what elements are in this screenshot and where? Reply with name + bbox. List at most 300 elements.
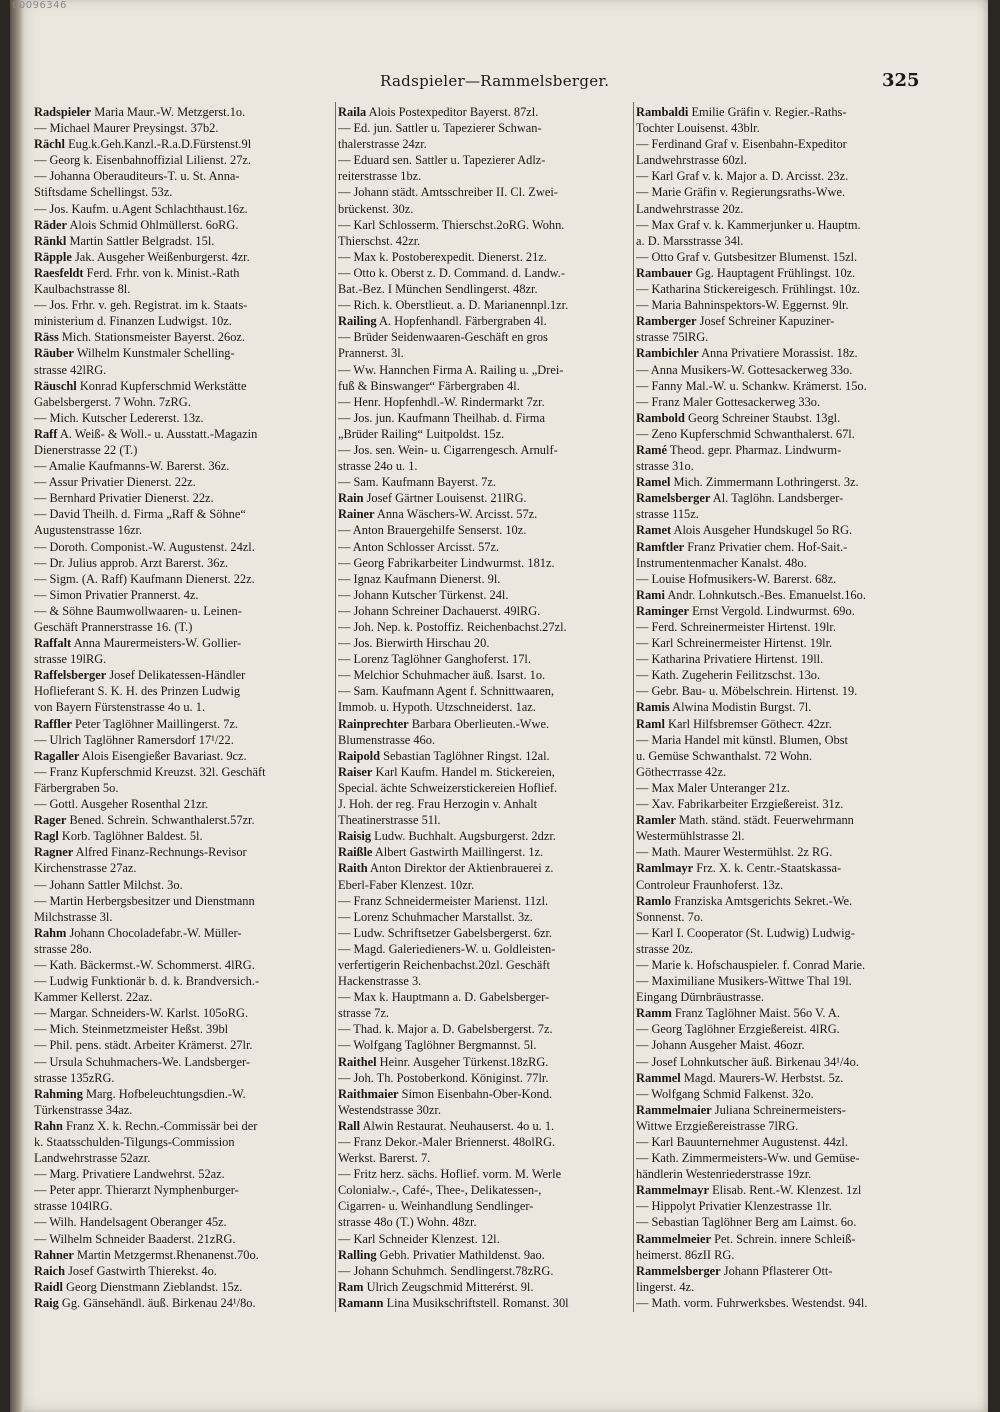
entry-text: — Anton Schlosser Arcisst. 57z. (338, 539, 500, 554)
entry-text: Josef Gärtner Louisenst. 21lRG. (366, 491, 527, 506)
directory-entry-line (636, 233, 936, 249)
directory-entry-line (338, 1118, 634, 1134)
entry-text: — Katharina Privatiere Hirtenst. 19ll. (636, 652, 824, 667)
entry-text: a. D. Marsstrasse 34l. (636, 233, 744, 248)
directory-entry-line (636, 1214, 936, 1230)
entry-text: — Johann Schreiner Dachauerst. 49lRG. (338, 603, 541, 618)
entry-text: — David Theilh. d. Firma „Raff & Söhne“ (34, 507, 246, 522)
entry-text: Wilhelm Kunstmaler Schelling- (76, 346, 235, 361)
directory-entry-line (338, 201, 634, 217)
directory-entry-line (34, 780, 334, 796)
directory-entry-line (34, 812, 334, 828)
directory-entry-line (338, 458, 634, 474)
directory-entry-line (338, 1150, 634, 1166)
directory-entry-line (636, 860, 936, 876)
entry-surname: Ramel (636, 475, 671, 490)
entry-text: — Sigm. (A. Raff) Kaufmann Dienerst. 22z. (34, 571, 255, 586)
directory-entry-line (636, 1134, 936, 1150)
directory-entry-line (34, 1295, 334, 1311)
directory-entry-line (34, 973, 334, 989)
entry-text: — Fritz herz. sächs. Hoflief. vorm. M. Werle (338, 1167, 562, 1182)
entry-text: Karl Kaufm. Handel m. Stickereien, (375, 764, 555, 779)
entry-surname: Ränkl (34, 233, 67, 248)
entry-surname: Raffalt (34, 636, 72, 651)
page-number: 325 (882, 70, 920, 91)
directory-entry-line (636, 619, 936, 635)
directory-entry-line (34, 1070, 334, 1086)
directory-entry-line (34, 313, 334, 329)
entry-text: Hackenstrasse 3. (338, 974, 422, 989)
entry-surname: Rammelmaier (636, 1102, 712, 1117)
entry-surname: Rahming (34, 1086, 83, 1101)
directory-entry-line (34, 635, 334, 651)
directory-entry-line (338, 506, 634, 522)
entry-text: — Wolfgang Schmid Falkenst. 32o. (636, 1086, 814, 1101)
directory-entry-line (34, 474, 334, 490)
entry-surname: Rall (338, 1118, 361, 1133)
column-2 (338, 104, 634, 1311)
directory-entry-line (338, 217, 634, 233)
entry-text: — Anna Musikers-W. Gottesackerweg 33o. (636, 362, 853, 377)
entry-text: — Wolfgang Taglöhner Bergmannst. 5l. (338, 1038, 537, 1053)
directory-entry-line (338, 635, 634, 651)
entry-text: Pet. Schrein. innere Schleiß- (714, 1231, 856, 1246)
entry-text: Johann Chocoladefabr.-W. Müller- (69, 925, 242, 940)
entry-text: Immob. u. Hypoth. Utzschneiderst. 1az. (338, 700, 536, 715)
entry-text: Anna Maurermeisters-W. Gollier- (73, 636, 242, 651)
entry-text: — Wilh. Handelsagent Oberanger 45z. (34, 1215, 227, 1230)
entry-surname: Rammelmayr (636, 1183, 709, 1198)
entry-text: — Magd. Galeriedieners-W. u. Goldleisten- (338, 941, 556, 956)
entry-text: Alwina Modistin Burgst. 7l. (672, 700, 812, 715)
entry-surname: Rahn (34, 1118, 63, 1133)
directory-entry-line (636, 168, 936, 184)
entry-text: Johann Pflasterer Ott- (723, 1263, 833, 1278)
directory-entry-line (338, 651, 634, 667)
directory-entry-line (34, 748, 334, 764)
entry-surname: Ramlo (636, 893, 672, 908)
entry-text: Controleur Fraunhoferst. 13z. (636, 877, 784, 892)
directory-entry-line (34, 1037, 334, 1053)
directory-entry-line (636, 699, 936, 715)
directory-entry-line (34, 651, 334, 667)
directory-entry-line (338, 732, 634, 748)
entry-text: Gg. Gänsehändl. äuß. Birkenau 24¹/8o. (61, 1295, 256, 1310)
directory-entry-line (34, 458, 334, 474)
entry-text: lingerst. 4z. (636, 1279, 695, 1294)
directory-entry-line (636, 442, 936, 458)
directory-entry-line (636, 925, 936, 941)
entry-surname: Raffler (34, 716, 72, 731)
directory-entry-line (338, 442, 634, 458)
entry-surname: Rain (338, 491, 364, 506)
entry-text: — Brüder Seidenwaaren-Geschäft en gros (338, 330, 548, 345)
entry-text: Landwehrstrasse 20z. (636, 201, 744, 216)
entry-text: Alfred Finanz-Rechnungs-Revisor (75, 845, 247, 860)
directory-entry-line (34, 1102, 334, 1118)
entry-text: Landwehrstrasse 60zl. (636, 153, 747, 168)
entry-text: strasse 75lRG. (636, 330, 709, 345)
directory-entry-line (34, 1150, 334, 1166)
entry-text: — Phil. pens. städt. Arbeiter Krämerst. 27lr. (34, 1038, 253, 1053)
directory-entry-line (34, 152, 334, 168)
entry-text: — Maximiliane Musikers-Wittwe Thal 19l. (636, 974, 852, 989)
entry-text: Ulrich Zeugschmid Mitterérst. 9l. (366, 1279, 534, 1294)
directory-entry-line (34, 1005, 334, 1021)
directory-entry-line (34, 362, 334, 378)
directory-entry-line (636, 281, 936, 297)
entry-text: Anton Direktor der Aktienbrauerei z. (370, 861, 554, 876)
directory-entry-line (636, 506, 936, 522)
entry-text: Mich. Zimmermann Lothringerst. 3z. (673, 475, 859, 490)
directory-entry-line (636, 1021, 936, 1037)
directory-entry-line (338, 603, 634, 619)
directory-entry-line (34, 989, 334, 1005)
entry-text: Emilie Gräfin v. Regier.-Raths- (691, 105, 847, 119)
directory-entry-line (34, 1134, 334, 1150)
entry-text: Franz Privatier chem. Hof-Sait.- (687, 539, 848, 554)
entry-text: Martin Sattler Belgradst. 15l. (69, 233, 215, 248)
entry-text: — Ursula Schuhmachers-We. Landsberger- (34, 1054, 250, 1069)
entry-text: — Karl Bauunternehmer Augustenst. 44zl. (636, 1135, 848, 1149)
entry-text: — Otto Graf v. Gutsbesitzer Blumenst. 15zl. (636, 249, 858, 264)
entry-text: — Otto k. Oberst z. D. Command. d. Landw.- (338, 265, 566, 280)
entry-surname: Radspieler (34, 105, 92, 119)
entry-surname: Raminger (636, 603, 689, 618)
entry-text: — Louise Hofmusikers-W. Barerst. 68z. (636, 571, 837, 586)
entry-surname: Raff (34, 426, 58, 441)
entry-text: — Johann Kutscher Türkenst. 24l. (338, 587, 509, 602)
directory-entry-line (636, 1231, 936, 1247)
directory-entry-line (338, 136, 634, 152)
entry-text: — Johanna Oberauditeurs-T. u. St. Anna- (34, 169, 240, 184)
entry-text: — Johann Sattler Milchst. 3o. (34, 877, 183, 892)
directory-entry-line (34, 571, 334, 587)
directory-entry-line (34, 233, 334, 249)
entry-text: — Franz Dekor.-Maler Briennerst. 48olRG. (338, 1135, 556, 1149)
directory-entry-line (636, 539, 936, 555)
entry-text: Mich. Stationsmeister Bayerst. 26oz. (61, 330, 245, 345)
entry-surname: Ramm (636, 1006, 672, 1021)
directory-entry-line (338, 844, 634, 860)
entry-text: — Kath. Zimmermeisters-Ww. und Gemüse- (636, 1151, 860, 1166)
directory-entry-line (636, 217, 936, 233)
entry-text: Al. Taglöhn. Landsberger- (712, 491, 844, 506)
directory-entry-line (338, 104, 634, 120)
entry-surname: Rammel (636, 1070, 681, 1085)
entry-text: — Thad. k. Major a. D. Gabelsbergerst. 7z. (338, 1022, 553, 1037)
directory-entry-line (338, 1134, 634, 1150)
entry-text: — Math. vorm. Fuhrwerksbes. Westendst. 94l. (636, 1295, 868, 1310)
entry-text: — Rich. k. Oberstlieut. a. D. Marianennpl.1zr. (338, 298, 569, 313)
directory-entry-line (34, 1182, 334, 1198)
entry-surname: Rammelsberger (636, 1263, 721, 1278)
entry-surname: Raiser (338, 764, 373, 779)
entry-text: — Karl Schneider Klenzest. 12l. (338, 1231, 500, 1246)
directory-entry-line (34, 1214, 334, 1230)
directory-entry-line (636, 522, 936, 538)
entry-text: — Sam. Kaufmann Agent f. Schnittwaaren, (338, 684, 555, 699)
entry-text: Frz. X. k. Centr.-Staatskassa- (696, 861, 842, 876)
entry-text: — Franz Schneidermeister Marienst. 11zl. (338, 893, 549, 908)
column-3 (636, 104, 936, 1311)
entry-surname: Ramis (636, 700, 670, 715)
entry-text: — Margar. Schneiders-W. Karlst. 105oRG. (34, 1006, 249, 1021)
directory-entry-line (636, 201, 936, 217)
entry-text: Alois Eisengießer Bavariast. 9cz. (81, 748, 247, 763)
entry-text: heimerst. 86zII RG. (636, 1247, 735, 1262)
directory-entry-line (34, 120, 334, 136)
directory-entry-line (338, 1005, 634, 1021)
directory-entry-line (338, 764, 634, 780)
entry-text: ministerium d. Finanzen Ludwigst. 10z. (34, 314, 232, 329)
entry-text: Georg Schreiner Staubst. 13gl. (688, 410, 841, 425)
entry-text: Georg Dienstmann Zieblandst. 15z. (66, 1279, 243, 1294)
directory-entry-line (34, 603, 334, 619)
entry-text: — Marie k. Hofschauspieler. f. Conrad Marie. (636, 957, 866, 972)
entry-text: — Henr. Hopfenhdl.-W. Rindermarkt 7zr. (338, 394, 545, 409)
directory-entry-line (338, 378, 634, 394)
directory-entry-line (338, 1166, 634, 1182)
entry-text: — Peter appr. Thierarzt Nymphenburger- (34, 1183, 239, 1198)
entry-surname: Ragaller (34, 748, 80, 763)
entry-text: Special. ächte Schweizerstickereien Hoflief. (338, 780, 558, 795)
directory-entry-line (338, 925, 634, 941)
entry-text: — Ulrich Taglöhner Ramersdorf 17¹/22. (34, 732, 234, 747)
directory-entry-line (636, 683, 936, 699)
entry-surname: Rambauer (636, 265, 693, 280)
entry-text: — Georg Fabrikarbeiter Lindwurmst. 181z. (338, 555, 555, 570)
entry-surname: Rager (34, 813, 67, 828)
entry-text: — Max Graf v. k. Kammerjunker u. Hauptm. (636, 217, 861, 232)
directory-entry-line (636, 764, 936, 780)
directory-entry-line (34, 217, 334, 233)
entry-text: — Joh. Th. Postoberkond. Königinst. 77lr. (338, 1070, 549, 1085)
directory-entry-line (338, 780, 634, 796)
directory-entry-line (34, 1054, 334, 1070)
entry-text: Franziska Amtsgerichts Sekret.-We. (674, 893, 853, 908)
directory-entry-line (34, 201, 334, 217)
column-rule-1 (335, 102, 336, 1312)
directory-entry-line (636, 362, 936, 378)
entry-text: — Joh. Nep. k. Postoffiz. Reichenbachst.27zl. (338, 620, 567, 634)
directory-entry-line (338, 313, 634, 329)
directory-entry-line (636, 651, 936, 667)
entry-text: Bat.-Bez. I München Sendlingerst. 48zr. (338, 282, 538, 297)
entry-text: Juliana Schreinermeisters- (714, 1102, 846, 1117)
entry-text: Martin Metzgermst.Rhenanenst.70o. (77, 1247, 259, 1262)
entry-text: Hoflieferant S. K. H. des Prinzen Ludwig (34, 684, 241, 699)
entry-text: Sebastian Taglöhner Ringst. 12al. (383, 748, 550, 763)
entry-surname: Raithmaier (338, 1086, 399, 1101)
entry-text: Türkenstrasse 34az. (34, 1102, 133, 1117)
directory-entry-line (338, 1198, 634, 1214)
directory-entry-line (338, 1295, 634, 1311)
entry-text: — Marg. Privatiere Landwehrst. 52az. (34, 1167, 225, 1182)
directory-entry-line (338, 1086, 634, 1102)
entry-text: Barbara Oberlieuten.-Wwe. (411, 716, 550, 731)
entry-surname: Räuschl (34, 378, 77, 393)
entry-text: Anna Privatiere Morassist. 18z. (701, 346, 858, 361)
directory-entry-line (34, 877, 334, 893)
entry-text: — Karl I. Cooperator (St. Ludwig) Ludwig- (636, 925, 855, 940)
directory-entry-line (338, 1070, 634, 1086)
entry-surname: Raisig (338, 829, 372, 844)
entry-text: — Johann Ausgeher Maist. 46ozr. (636, 1038, 805, 1053)
directory-entry-line (338, 941, 634, 957)
directory-entry-line (636, 1247, 936, 1263)
directory-entry-line (636, 120, 936, 136)
entry-text: — Maria Bahninspektors-W. Eggernst. 9lr. (636, 298, 849, 313)
entry-text: — Franz Kupferschmid Kreuzst. 32l. Geschäft (34, 764, 266, 779)
entry-surname: Railing (338, 314, 377, 329)
entry-text: Blumenstrasse 46o. (338, 732, 436, 747)
entry-text: Colonialw.-, Café-, Thee-, Delikatessen-, (338, 1183, 542, 1198)
entry-text: — Simon Privatier Prannerst. 4z. (34, 587, 199, 602)
directory-entry-line (34, 1166, 334, 1182)
entry-text: — Mich. Steinmetzmeister Heßst. 39bl (34, 1022, 229, 1037)
directory-entry-line (34, 522, 334, 538)
entry-surname: Raißle (338, 845, 373, 860)
directory-entry-line (34, 1231, 334, 1247)
directory-entry-line (338, 249, 634, 265)
entry-text: — Hippolyt Privatier Klenzestrasse 1lr. (636, 1199, 832, 1214)
entry-text: Kammer Kellerst. 22az. (34, 990, 153, 1005)
entry-text: Götheстrasse 42z. (636, 764, 727, 779)
entry-text: — Ferdinand Graf v. Eisenbahn-Expeditor (636, 137, 847, 152)
directory-entry-line (636, 1182, 936, 1198)
directory-entry-line (34, 828, 334, 844)
directory-entry-line (338, 426, 634, 442)
entry-text: Färbergraben 5o. (34, 780, 119, 795)
entry-text: Eug.k.Geh.Kanzl.-R.a.D.Fürstenst.9l (68, 137, 252, 152)
entry-surname: Rainer (338, 507, 375, 522)
entry-surname: Ramberger (636, 314, 697, 329)
entry-text: — Ignaz Kaufmann Dienerst. 9l. (338, 571, 501, 586)
entry-text: strasse 48o (T.) Wohn. 48zr. (338, 1215, 477, 1230)
directory-entry-line (636, 104, 936, 120)
directory-entry-line (338, 973, 634, 989)
directory-entry-line (636, 458, 936, 474)
entry-text: Theod. gepr. Pharmaz. Lindwurm- (669, 442, 842, 457)
entry-surname: Ramlmayr (636, 861, 694, 876)
entry-surname: Raml (636, 716, 665, 731)
entry-text: Andr. Lohnkutsch.-Bes. Emanuelst.16o. (667, 587, 866, 602)
directory-entry-line (34, 796, 334, 812)
entry-surname: Raidl (34, 1279, 63, 1294)
directory-entry-line (338, 667, 634, 683)
directory-entry-line (34, 410, 334, 426)
entry-text: Dienerstrasse 22 (T.) (34, 442, 138, 457)
directory-entry-line (34, 860, 334, 876)
directory-entry-line (34, 893, 334, 909)
directory-entry-line (338, 1054, 634, 1070)
directory-entry-line (34, 136, 334, 152)
directory-entry-line (636, 828, 936, 844)
directory-entry-line (636, 555, 936, 571)
entry-text: Wittwe Erzgießereistrasse 7lRG. (636, 1118, 799, 1133)
entry-text: — Doroth. Componist.-W. Augustenst. 24zl. (34, 539, 255, 554)
directory-entry-line (34, 184, 334, 200)
directory-entry-line (338, 281, 634, 297)
entry-text: Eberl-Faber Klenzest. 10zr. (338, 877, 475, 892)
entry-text: — Jos. sen. Wein- u. Cigarrengesch. Arnulf- (338, 442, 558, 457)
directory-entry-line (636, 329, 936, 345)
entry-text: — Assur Privatier Dienerst. 22z. (34, 475, 196, 490)
entry-surname: Räder (34, 217, 68, 232)
entry-text: Ernst Vergold. Lindwurmst. 69o. (692, 603, 855, 618)
entry-text: u. Gemüse Schwanthalst. 72 Wohn. (636, 748, 813, 763)
directory-entry-line (338, 1102, 634, 1118)
entry-text: — Amalie Kaufmanns-W. Barerst. 36z. (34, 459, 230, 474)
entry-surname: Ramann (338, 1295, 384, 1310)
directory-entry-line (34, 329, 334, 345)
directory-entry-line (338, 989, 634, 1005)
directory-entry-line (636, 748, 936, 764)
directory-entry-line (34, 104, 334, 120)
directory-page (10, 0, 988, 1412)
directory-entry-line (34, 1263, 334, 1279)
entry-text: strasse 28o. (34, 941, 92, 956)
entry-text: strasse 135zRG. (34, 1070, 115, 1085)
directory-entry-line (338, 957, 634, 973)
entry-text: Lina Musikschriftstell. Romanst. 30l (386, 1295, 569, 1310)
entry-surname: Rahner (34, 1247, 74, 1262)
directory-entry-line (338, 345, 634, 361)
directory-entry-line (636, 909, 936, 925)
entry-text: Marg. Hofbeleuchtungsdien.-W. (86, 1086, 246, 1101)
entry-text: — Josef Lohnkutscher äuß. Birkenau 34¹/4o. (636, 1054, 859, 1069)
directory-entry-line (34, 732, 334, 748)
entry-text: Thierschst. 42zr. (338, 233, 421, 248)
entry-text: Augustenstrasse 16zr. (34, 523, 143, 538)
directory-entry-line (338, 1214, 634, 1230)
entry-text: A. Hopfenhandl. Färbergraben 4l. (378, 314, 547, 329)
entry-text: Josef Delikatessen-Händler (109, 668, 246, 683)
entry-surname: Raffelsberger (34, 668, 107, 683)
directory-entry-line (338, 748, 634, 764)
entry-text: Cigarren- u. Weinhandlung Sendlinger- (338, 1199, 534, 1214)
entry-text: Simon Eisenbahn-Ober-Kond. (401, 1086, 553, 1101)
entry-text: — Jos. jun. Kaufmann Theilhab. d. Firma (338, 410, 545, 425)
entry-text: — Gottl. Ausgeher Rosenthal 21zr. (34, 797, 209, 812)
entry-surname: Raipold (338, 748, 381, 763)
entry-surname: Ramler (636, 813, 676, 828)
entry-text: — Franz Maler Gottesackerweg 33o. (636, 394, 821, 409)
entry-text: Alwin Restaurat. Neuhauserst. 4o u. 1. (362, 1118, 555, 1133)
entry-text: strasse 104lRG. (34, 1199, 113, 1214)
directory-entry-line (636, 490, 936, 506)
entry-text: Josef Schreiner Kapuziner- (699, 314, 835, 329)
directory-entry-line (636, 780, 936, 796)
directory-entry-line (34, 587, 334, 603)
entry-text: „Brüder Railing“ Luitpoldst. 15z. (338, 426, 505, 441)
entry-surname: Raich (34, 1263, 65, 1278)
entry-text: Kaulbachstrasse 8l. (34, 282, 131, 297)
entry-text: — Fanny Mal.-W. u. Schankw. Krämerst. 15o. (636, 378, 867, 393)
entry-text: — Anton Brauergehilfe Senserst. 10z. (338, 523, 527, 538)
entry-text: — Martin Herbergsbesitzer und Dienstmann (34, 893, 255, 908)
directory-entry-line (338, 410, 634, 426)
directory-entry-line (34, 699, 334, 715)
directory-entry-line (636, 1198, 936, 1214)
directory-entry-line (34, 490, 334, 506)
directory-entry-line (338, 1231, 634, 1247)
directory-entry-line (34, 844, 334, 860)
directory-entry-line (34, 667, 334, 683)
directory-entry-line (636, 410, 936, 426)
directory-entry-line (636, 1070, 936, 1086)
